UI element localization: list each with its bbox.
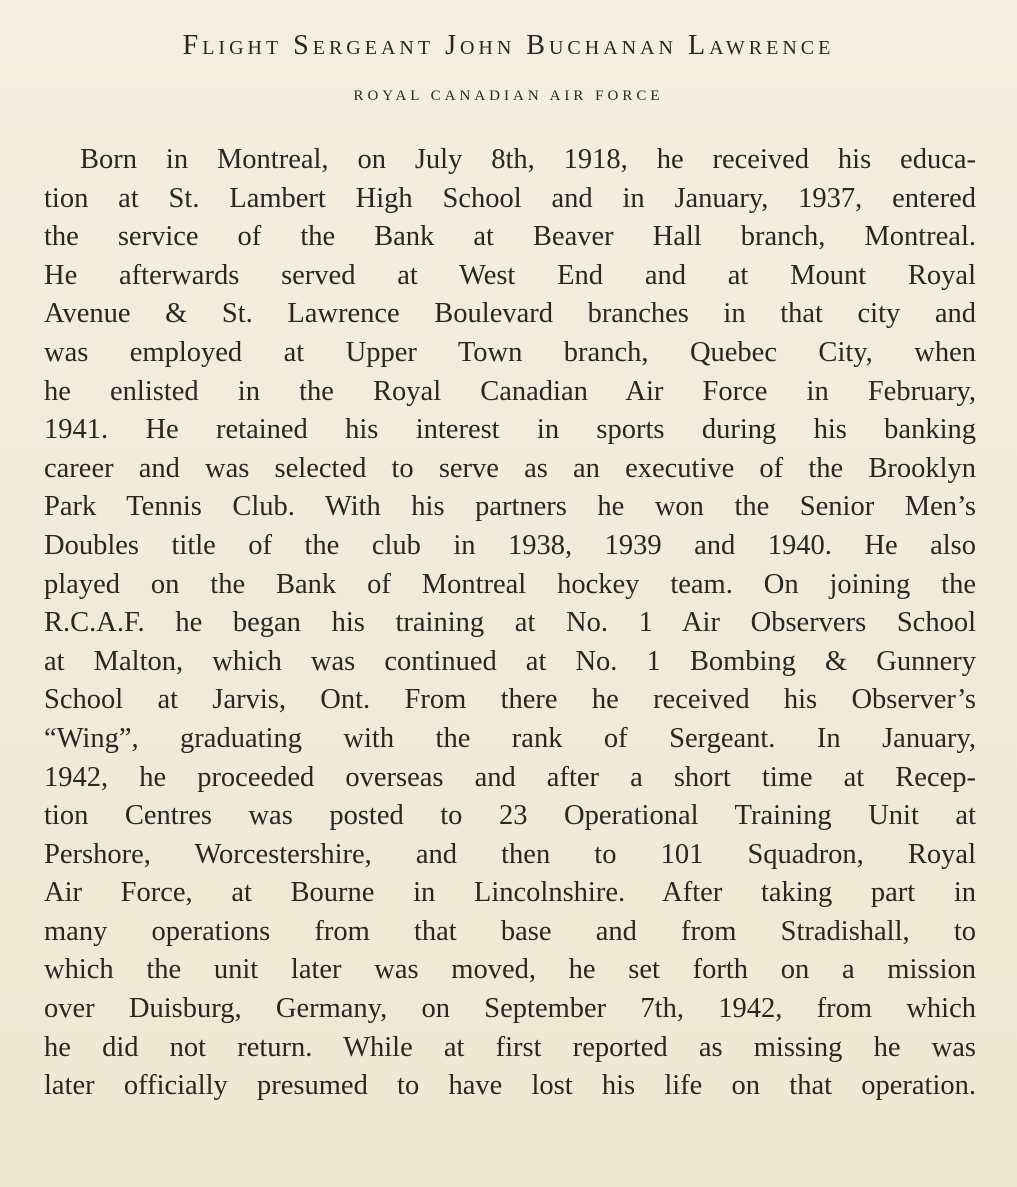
text-line: “Wing”, graduating with the rank of Sergeant. In January, xyxy=(44,722,976,754)
text-line: over Duisburg, Germany, on September 7th, 1942, from which xyxy=(44,993,976,1025)
text-line: Park Tennis Club. With his partners he won the Senior Men’s xyxy=(44,491,976,523)
text-line: which the unit later was moved, he set forth on a mission xyxy=(44,954,976,986)
page-title: Flight Sergeant John Buchanan Lawrence xyxy=(182,30,835,61)
text-line: Avenue & St. Lawrence Boulevard branches in that city and xyxy=(44,298,976,330)
text-line: Pershore, Worcestershire, and then to 101 Squadron, Royal xyxy=(44,838,976,870)
text-line: 1942, he proceeded overseas and after a short time at Recep- xyxy=(44,761,976,793)
text-line: he enlisted in the Royal Canadian Air Force in February, xyxy=(44,375,976,407)
text-line: at Malton, which was continued at No. 1 Bombing & Gunnery xyxy=(44,645,976,677)
text-line: played on the Bank of Montreal hockey team. On joining the xyxy=(44,568,976,600)
text-line: R.C.A.F. he began his training at No. 1 Air Observers School xyxy=(44,607,976,639)
text-line: career and was selected to serve as an executive of the Brooklyn xyxy=(44,452,976,484)
biography-paragraph xyxy=(44,141,976,1106)
text-line: Born in Montreal, on July 8th, 1918, he received his educa- xyxy=(80,144,976,175)
text-line: School at Jarvis, Ont. From there he received his Observer’s xyxy=(44,684,976,716)
text-line: Doubles title of the club in 1938, 1939 and 1940. He also xyxy=(44,529,976,561)
text-line: later officially presumed to have lost his life on that operation. xyxy=(44,1070,976,1102)
text-line: the service of the Bank at Beaver Hall branch, Montreal. xyxy=(44,221,976,253)
text-line: He afterwards served at West End and at Mount Royal xyxy=(44,259,976,291)
text-line: tion at St. Lambert High School and in January, 1937, entered xyxy=(44,182,976,214)
text-line: he did not return. While at first reported as missing he was xyxy=(44,1031,976,1063)
text-line: 1941. He retained his interest in sports during his banking xyxy=(44,414,976,446)
page-subtitle: ROYAL CANADIAN AIR FORCE xyxy=(353,88,664,104)
text-line: tion Centres was posted to 23 Operational Training Unit at xyxy=(44,800,976,832)
text-line: was employed at Upper Town branch, Quebec City, when xyxy=(44,336,976,368)
text-line: Air Force, at Bourne in Lincolnshire. After taking part in xyxy=(44,877,976,909)
text-line: many operations from that base and from Stradishall, to xyxy=(44,915,976,947)
